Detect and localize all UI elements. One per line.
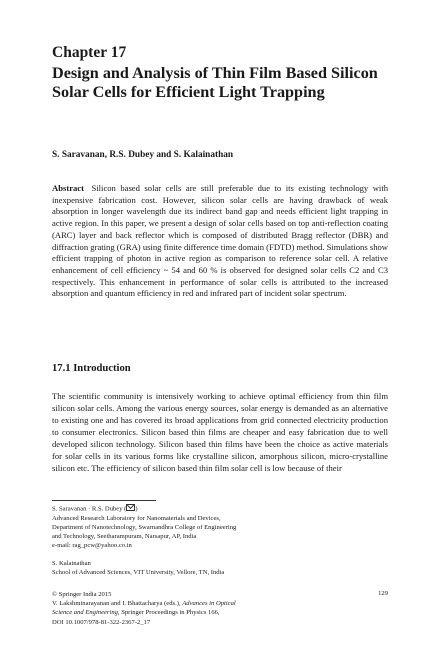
affiliation-2-line: School of Advanced Sciences, VIT University, Vellore, TN, India xyxy=(52,569,225,577)
copyright-line: © Springer India 2015 xyxy=(52,591,112,598)
affiliation-1-line: Department of Nanotechnology, Swarnandhra College of Engineering xyxy=(52,523,237,531)
section-heading: 17.1 Introduction xyxy=(52,363,131,374)
citation-line: V. Lakshminarayanan and I. Bhattacharya (eds.), Advances in Optical xyxy=(52,600,236,608)
author-email[interactable]: e-mail: rag_pcw@yahoo.co.in xyxy=(52,542,132,550)
abstract-text: Silicon based solar cells are still preferable due to its existing technology with inexpensive fabrication cost. However, silicon solar cells are having drawback of weak absorption in longer wavelength due its indirect band gap and needs efficient light trapping in active region. In this paper, we present a design of solar cells based on top anti-reflection coating (ARC) layer and back reflector which is composed of distributed Bragg reflector (DBR) and diffraction grating (GRA) using finite difference time domain (FDTD) method. Simulations show efficient trapping of photon in active region as comparison to reference solar cell. A relative enhancement of cell efficiency ~ 54 and 60 % is observed for designed solar cells C2 and C3 respectively. This enhancement in performance of solar cells is attributed to the increased absorption and quantum efficiency in red and infrared part of incident solar spectrum. xyxy=(52,183,389,299)
footnote-rule xyxy=(52,500,156,501)
abstract xyxy=(52,183,388,300)
page-number: 129 xyxy=(378,590,388,597)
chapter-title: Design and Analysis of Thin Film Based Silicon Solar Cells for Efficient Light Trapping xyxy=(52,64,378,101)
affiliation-1-line: and Technology, Seetharampuram, Narsapur, AP, India xyxy=(52,533,197,541)
chapter-label: Chapter 17 xyxy=(52,44,127,61)
envelope-icon xyxy=(126,504,135,511)
affiliation-1-line: Advanced Research Laboratory for Nanomaterials and Devices, xyxy=(52,514,221,522)
section-body: The scientific community is intensively working to achieve optimal efficiency from thin film silicon solar cells. Among the various energy sources, solar energy is demanded as an alternative to existing one and has covered its broad applications from grid connected electricity production to consumer electronics. Silicon based thin films are cheaper and easy fabrication due to well developed silicon technology. Silicon based thin films have been the choice as active materials for solar cells in its various forms like crystalline silicon, amorphous silicon, micro-crystalline silicon etc. The efficiency of silicon based thin film solar cell is low because of their xyxy=(52,391,388,473)
affiliation-1 xyxy=(52,504,388,551)
copyright-block xyxy=(52,590,388,627)
affiliation-1-names: S. Saravanan · R.S. Dubey ( ) xyxy=(52,505,138,513)
author-list: S. Saravanan, R.S. Dubey and S. Kalainathan xyxy=(52,150,234,160)
affiliation-2 xyxy=(52,559,388,577)
abstract-label: Abstract xyxy=(52,183,84,193)
doi-line[interactable]: DOI 10.1007/978-81-322-2367-2_17 xyxy=(52,618,151,626)
affiliation-2-name: S. Kalainathan xyxy=(52,560,91,567)
citation-line: Science and Engineering, Springer Proceedings in Physics 166, xyxy=(52,609,220,617)
